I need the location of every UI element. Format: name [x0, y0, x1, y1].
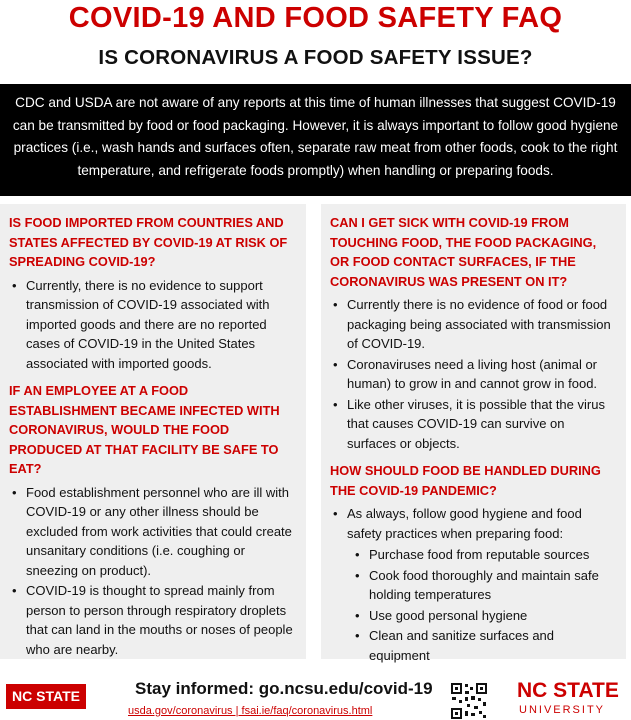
list-item: • Currently there is no evidence of food or food packaging being associated with transmission of COVID-19. — [330, 295, 614, 354]
question-touching-food: CAN I GET SICK WITH COVID-19 FROM TOUCHING FOOD, THE FOOD PACKAGING, OR FOOD CONTACT SURFACES, IF THE CORONAVIRUS WAS PRESENT ON IT? — [330, 215, 597, 289]
left-panel — [0, 204, 306, 659]
nc-state-logo-subtitle: UNIVERSITY — [519, 704, 606, 716]
footer — [0, 667, 631, 717]
answer-list-infected-employee — [9, 483, 294, 660]
list-item: • COVID-19 is thought to spread mainly from person to person through respiratory droplets that can land in the mouths or noses of people who are nearby. — [9, 581, 294, 659]
sub-list-item: • Purchase food from reputable sources — [347, 545, 614, 565]
list-item — [330, 504, 614, 665]
answer-list-imported-food — [9, 276, 294, 374]
question-imported-food: IS FOOD IMPORTED FROM COUNTRIES AND STATES AFFECTED BY COVID-19 AT RISK OF SPREADING COVID-19? — [9, 215, 288, 269]
qr-code-icon — [450, 682, 488, 720]
list-item-text: As always, follow good hygiene and food safety practices when preparing food: — [347, 506, 582, 541]
intro-text: CDC and USDA are not aware of any reports at this time of human illnesses that suggest COVID-19 can be transmitted by food or food packaging. However, it is always important to follow good hygiene practices (i.e., wash hands and surfaces often, separate raw meat from other foods, cook to the right temperature, and refrigerate foods promptly) when handling or preparing foods. — [12, 95, 619, 178]
list-item: • Currently, there is no evidence to support transmission of COVID-19 associated with imported goods and there are no reported cases of COVID-19 in the United States associated with imported goods. — [9, 276, 294, 374]
sub-list-item: • Cook food thoroughly and maintain safe holding temperatures — [347, 566, 614, 605]
answer-list-touching-food — [330, 295, 614, 453]
question-infected-employee: IF AN EMPLOYEE AT A FOOD ESTABLISHMENT BECAME INFECTED WITH CORONAVIRUS, WOULD THE FOOD PRODUCED AT THAT FACILITY BE SAFE TO EAT? — [9, 383, 280, 476]
nc-state-logo: NC STATE — [517, 679, 619, 702]
list-item: • Coronaviruses need a living host (animal or human) to grow in and cannot grow in food. — [330, 355, 614, 394]
stay-informed-text: Stay informed: go.ncsu.edu/covid-19 — [135, 679, 433, 698]
nc-state-badge: NC STATE — [6, 684, 86, 709]
question-food-handling: HOW SHOULD FOOD BE HANDLED DURING THE COVID-19 PANDEMIC? — [330, 463, 601, 498]
intro-banner — [0, 84, 631, 196]
page-subtitle: IS CORONAVIRUS A FOOD SAFETY ISSUE? — [98, 46, 533, 69]
list-item: • Like other viruses, it is possible that the virus that causes COVID-19 can survive on surfaces or objects. — [330, 395, 614, 454]
list-item: • Food establishment personnel who are ill with COVID-19 or any other illness should be excluded from work activities that could create unsanitary conditions (i.e. coughing or sneezing on product). — [9, 483, 294, 581]
answer-list-food-handling — [330, 504, 614, 665]
sub-list-item: • Use good personal hygiene — [347, 606, 614, 626]
page-title: COVID-19 AND FOOD SAFETY FAQ — [68, 2, 563, 34]
right-panel — [321, 204, 626, 663]
sub-list-item: • Clean and sanitize surfaces and equipment — [347, 626, 614, 665]
sub-list-practices — [347, 545, 614, 665]
resource-links[interactable]: usda.gov/coronavirus | fsai.ie/faq/coronavirus.html — [128, 705, 373, 717]
